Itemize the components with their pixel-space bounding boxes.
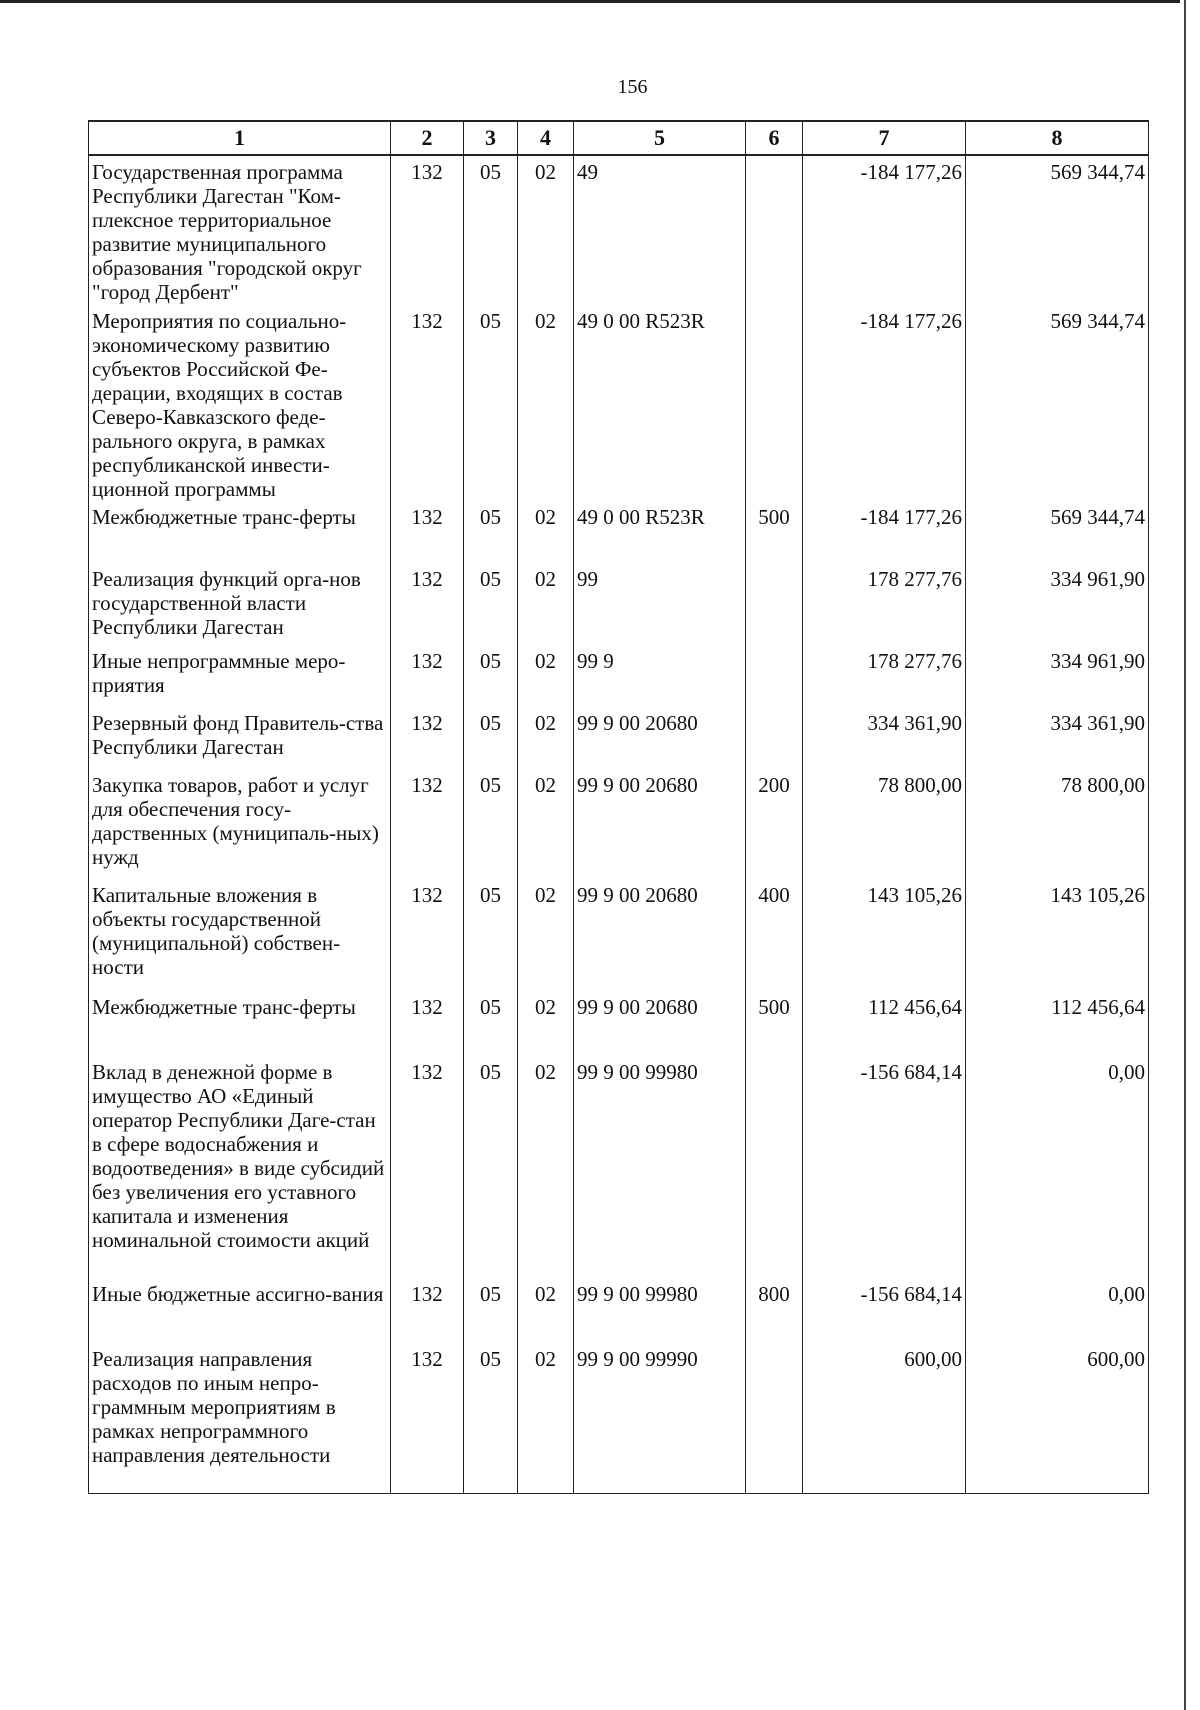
column-header: 5	[574, 121, 746, 155]
row-col3-cell: 05	[464, 707, 518, 769]
row-col2-cell: 132	[391, 1278, 464, 1343]
row-col2-cell: 132	[391, 305, 464, 501]
row-col6-cell: 200	[746, 769, 803, 879]
row-col6-cell	[746, 645, 803, 707]
row-col2-cell: 132	[391, 879, 464, 991]
row-col6-cell: 400	[746, 879, 803, 991]
row-col7-cell: 78 800,00	[803, 769, 966, 879]
row-col8-cell: 600,00	[966, 1343, 1149, 1493]
row-name-cell: Мероприятия по социально-экономическому развитию субъектов Российской Фе-дерации, входящих в состав Северо-Кавказского феде-рального округа, в рамках республиканской инвести-ционной программы	[89, 305, 391, 501]
row-col8-cell: 0,00	[966, 1278, 1149, 1343]
row-name-cell: Государственная программа Республики Дагестан "Ком-плексное территориальное развитие муниципального образования "городской округ "город Дербент"	[89, 155, 391, 305]
row-name-cell: Межбюджетные транс-ферты	[89, 501, 391, 563]
row-col8-cell: 334 361,90	[966, 707, 1149, 769]
row-name-cell: Закупка товаров, работ и услуг для обеспечения госу-дарственных (муниципаль-ных) нужд	[89, 769, 391, 879]
row-col5-cell: 99 9	[574, 645, 746, 707]
row-col3-cell: 05	[464, 1343, 518, 1493]
row-col4-cell: 02	[518, 645, 574, 707]
row-col8-cell: 143 105,26	[966, 879, 1149, 991]
budget-table	[88, 120, 1149, 1494]
column-header: 6	[746, 121, 803, 155]
table-row	[89, 501, 1149, 563]
row-name-cell: Межбюджетные транс-ферты	[89, 991, 391, 1056]
column-header: 1	[89, 121, 391, 155]
row-col5-cell: 99 9 00 20680	[574, 769, 746, 879]
row-col5-cell: 99 9 00 20680	[574, 991, 746, 1056]
row-col6-cell	[746, 305, 803, 501]
row-col2-cell: 132	[391, 769, 464, 879]
row-col2-cell: 132	[391, 645, 464, 707]
row-col2-cell: 132	[391, 155, 464, 305]
table-row	[89, 991, 1149, 1056]
row-col6-cell	[746, 1056, 803, 1278]
row-col3-cell: 05	[464, 501, 518, 563]
row-col6-cell: 500	[746, 991, 803, 1056]
row-col2-cell: 132	[391, 1343, 464, 1493]
row-col7-cell: -156 684,14	[803, 1056, 966, 1278]
row-name-cell: Вклад в денежной форме в имущество АО «Единый оператор Республики Даге-стан в сфере водоснабжения и водоотведения» в виде субсидий без увеличения его уставного капитала и изменения номинальной стоимости акций	[89, 1056, 391, 1278]
row-col4-cell: 02	[518, 1343, 574, 1493]
row-col5-cell: 99 9 00 99980	[574, 1056, 746, 1278]
row-col4-cell: 02	[518, 879, 574, 991]
row-col7-cell: 143 105,26	[803, 879, 966, 991]
row-col6-cell	[746, 155, 803, 305]
column-header: 2	[391, 121, 464, 155]
row-col6-cell	[746, 563, 803, 645]
column-header: 4	[518, 121, 574, 155]
row-col7-cell: 178 277,76	[803, 563, 966, 645]
row-col3-cell: 05	[464, 1278, 518, 1343]
row-col4-cell: 02	[518, 707, 574, 769]
row-col4-cell: 02	[518, 991, 574, 1056]
row-col2-cell: 132	[391, 1056, 464, 1278]
row-col3-cell: 05	[464, 1056, 518, 1278]
table-row	[89, 707, 1149, 769]
column-header: 3	[464, 121, 518, 155]
row-col5-cell: 49 0 00 R523R	[574, 305, 746, 501]
row-col8-cell: 569 344,74	[966, 305, 1149, 501]
row-col7-cell: -184 177,26	[803, 501, 966, 563]
row-col5-cell: 49	[574, 155, 746, 305]
row-col5-cell: 99 9 00 99990	[574, 1343, 746, 1493]
row-col7-cell: 600,00	[803, 1343, 966, 1493]
row-col2-cell: 132	[391, 991, 464, 1056]
row-col4-cell: 02	[518, 305, 574, 501]
table-header-row	[89, 121, 1149, 155]
table-row	[89, 645, 1149, 707]
row-col3-cell: 05	[464, 991, 518, 1056]
row-col7-cell: -184 177,26	[803, 155, 966, 305]
row-col3-cell: 05	[464, 645, 518, 707]
row-col7-cell: -156 684,14	[803, 1278, 966, 1343]
table-row	[89, 879, 1149, 991]
row-col8-cell: 0,00	[966, 1056, 1149, 1278]
row-col4-cell: 02	[518, 501, 574, 563]
row-col2-cell: 132	[391, 563, 464, 645]
table-row	[89, 563, 1149, 645]
row-col4-cell: 02	[518, 563, 574, 645]
row-col5-cell: 99 9 00 20680	[574, 879, 746, 991]
row-col4-cell: 02	[518, 1056, 574, 1278]
row-col7-cell: 112 456,64	[803, 991, 966, 1056]
row-col6-cell	[746, 1343, 803, 1493]
row-col8-cell: 112 456,64	[966, 991, 1149, 1056]
row-col3-cell: 05	[464, 305, 518, 501]
table-row	[89, 155, 1149, 305]
row-name-cell: Реализация функций орга-нов государственной власти Республики Дагестан	[89, 563, 391, 645]
column-header: 7	[803, 121, 966, 155]
row-col7-cell: -184 177,26	[803, 305, 966, 501]
row-col5-cell: 49 0 00 R523R	[574, 501, 746, 563]
row-col6-cell: 800	[746, 1278, 803, 1343]
table-row	[89, 1278, 1149, 1343]
table-row	[89, 305, 1149, 501]
table-row	[89, 1056, 1149, 1278]
row-col5-cell: 99	[574, 563, 746, 645]
row-name-cell: Реализация направления расходов по иным непро-граммным мероприятиям в рамках непрограммного направления деятельности	[89, 1343, 391, 1493]
row-col3-cell: 05	[464, 769, 518, 879]
row-col8-cell: 334 961,90	[966, 645, 1149, 707]
row-col3-cell: 05	[464, 155, 518, 305]
row-name-cell: Капитальные вложения в объекты государственной (муниципальной) собствен-ности	[89, 879, 391, 991]
row-col8-cell: 569 344,74	[966, 501, 1149, 563]
row-col8-cell: 334 961,90	[966, 563, 1149, 645]
row-col4-cell: 02	[518, 769, 574, 879]
table-row	[89, 1343, 1149, 1493]
row-col6-cell	[746, 707, 803, 769]
page-number: 156	[617, 76, 648, 98]
row-col3-cell: 05	[464, 563, 518, 645]
row-col3-cell: 05	[464, 879, 518, 991]
right-border-line	[1184, 0, 1186, 1710]
row-col2-cell: 132	[391, 707, 464, 769]
row-col8-cell: 78 800,00	[966, 769, 1149, 879]
row-name-cell: Иные бюджетные ассигно-вания	[89, 1278, 391, 1343]
table-row	[89, 769, 1149, 879]
column-header: 8	[966, 121, 1149, 155]
row-col4-cell: 02	[518, 1278, 574, 1343]
row-col5-cell: 99 9 00 99980	[574, 1278, 746, 1343]
top-border-line	[0, 0, 1180, 3]
row-col7-cell: 178 277,76	[803, 645, 966, 707]
row-name-cell: Иные непрограммные меро-приятия	[89, 645, 391, 707]
row-col4-cell: 02	[518, 155, 574, 305]
row-col5-cell: 99 9 00 20680	[574, 707, 746, 769]
row-col2-cell: 132	[391, 501, 464, 563]
row-col6-cell: 500	[746, 501, 803, 563]
row-col7-cell: 334 361,90	[803, 707, 966, 769]
row-col8-cell: 569 344,74	[966, 155, 1149, 305]
row-name-cell: Резервный фонд Правитель-ства Республики Дагестан	[89, 707, 391, 769]
